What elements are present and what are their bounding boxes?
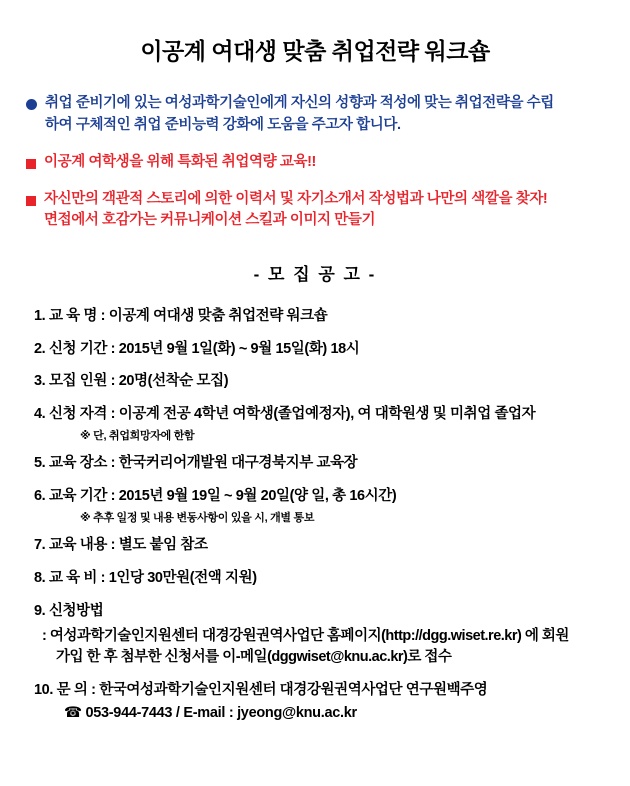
item-number: 4. [34,405,46,422]
item-value: 별도 붙임 참조 [118,537,208,554]
item-number: 1. [34,308,46,324]
list-item [34,536,606,556]
item-label: 교 육 비 : [48,569,106,586]
list-item [34,569,606,589]
document-page [0,33,630,786]
item-number: 7. [34,537,46,554]
item-label: 교육 기간 : [48,487,116,504]
item-note: ※ 단, 취업희망자에 한함 [80,430,195,443]
item-label: 모집 인원 : [48,373,116,390]
square-bullet-icon [26,156,36,174]
list-item [34,602,606,669]
intro-bullet-1-text [45,93,554,137]
item-label: 신청방법 [48,602,104,619]
item-label: 신청 기간 : [48,340,116,357]
item-number: 9. [34,602,46,619]
intro-bullet-2 [26,152,612,174]
item-value: 이공계 전공 4학년 여학생(졸업예정자), 여 대학원생 및 미취업 졸업자 [118,405,536,422]
list-item [34,372,606,392]
item-number: 6. [34,487,46,504]
item-number: 10. [34,682,53,699]
item-label: 교 육 명 : [48,308,106,324]
item-label: 신청 자격 : [48,405,116,422]
item-sub-line-1: : 여성과학기술인지원센터 대경강원권역사업단 홈페이지(http://dgg.wiset.re.kr) 에 회원 [42,628,569,645]
intro-bullet-3-line1: 자신만의 객관적 스토리에 의한 이력서 및 자기소개서 작성법과 나만의 색깔을 찾자! [44,190,548,207]
item-value: 이공계 여대생 맞춤 취업전략 워크숍 [108,308,328,324]
intro-bullet-3-text [44,189,547,233]
item-value: 한국커리어개발원 대구경북지부 교육장 [118,455,358,472]
circle-bullet-icon [26,97,37,115]
list-item [34,307,606,327]
intro-bullet-3-line2: 면접에서 호감가는 커뮤니케이션 스킬과 이미지 만들기 [44,212,376,229]
list-item [34,454,606,474]
item-label: 문 의 : [56,682,96,699]
intro-bullet-2-line1: 이공계 여학생을 위해 특화된 취업역량 교육!! [44,153,316,170]
intro-bullet-2-text [44,152,316,174]
intro-bullet-1-line1: 취업 준비기에 있는 여성과학기술인에게 자신의 성향과 적성에 맞는 취업전략을 수립 [45,95,554,111]
list-item [34,405,606,444]
item-number: 8. [34,569,46,586]
notice-heading: - 모 집 공 고 - [253,265,377,284]
item-label: 교육 장소 : [48,455,116,472]
item-value: 2015년 9월 1일(화) ~ 9월 15일(화) 18시 [118,340,360,357]
item-note: ※ 추후 일정 및 내용 변동사항이 있을 시, 개별 통보 [80,512,315,525]
intro-section [18,93,612,232]
item-label: 교육 내용 : [48,537,116,554]
list-item [34,340,606,360]
item-value: 20명(선착순 모집) [118,373,229,390]
item-value: 1인당 30만원(전액 지원) [108,569,257,586]
intro-bullet-1 [26,93,612,137]
list-item [34,487,606,526]
intro-bullet-1-line2: 하여 구체적인 취업 준비능력 강화에 도움을 주고자 합니다. [45,116,401,133]
item-sub-line-2: 가입 한 후 첨부한 신청서를 이-메일(dggwiset@knu.ac.kr)로 접수 [56,649,452,666]
list-item [34,681,606,721]
item-number: 3. [34,373,46,390]
intro-bullet-3 [26,189,612,233]
square-bullet-icon [26,193,36,211]
page-title: 이공계 여대생 맞춤 취업전략 워크숍 [140,38,490,64]
item-number: 5. [34,455,46,472]
contact-line: ☎ 053-944-7443 / E-mail : jyeong@knu.ac.kr [64,704,357,721]
item-number: 2. [34,340,46,357]
item-value: 2015년 9월 19일 ~ 9월 20일(양 일, 총 16시간) [118,487,397,504]
notice-items [18,307,612,721]
item-value: 한국여성과학기술인지원센터 대경강원권역사업단 연구원백주영 [99,682,488,699]
